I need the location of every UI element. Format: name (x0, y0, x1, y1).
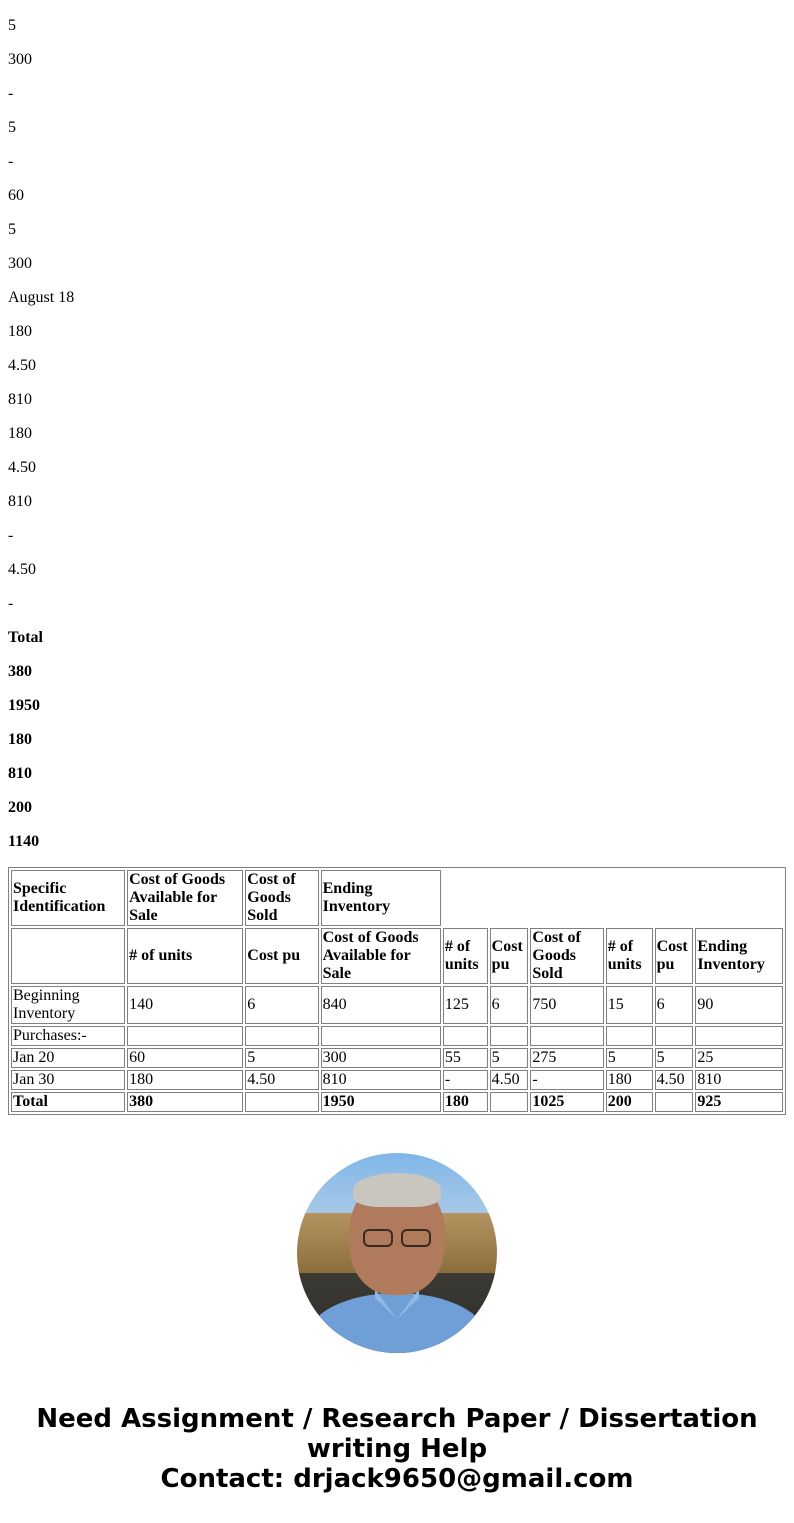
loose-value-line: 4.50 (8, 561, 36, 578)
table-cell: 810 (695, 1070, 783, 1090)
table-cell: Jan 20 (11, 1048, 125, 1068)
cta-line-3: Contact: drjack9650@gmail.com (160, 1464, 634, 1494)
loose-value-line: Total (8, 629, 43, 646)
table-cell: 6 (245, 986, 318, 1024)
table-cell: 5 (606, 1048, 653, 1068)
loose-value-line: - (8, 527, 14, 544)
table-cell: 5 (490, 1048, 529, 1068)
table-cell: Jan 30 (11, 1070, 125, 1090)
loose-value-line: 5 (8, 221, 16, 238)
table-cell: 125 (443, 986, 488, 1024)
table-cell: 4.50 (245, 1070, 318, 1090)
table-cell: 4.50 (655, 1070, 694, 1090)
table-cell: 1025 (530, 1092, 603, 1112)
table-subheader-cell (11, 928, 125, 984)
table-cell (695, 1026, 783, 1046)
header-empty-space (443, 870, 783, 926)
table-subheader-cell: Cost of Goods Available for Sale (321, 928, 441, 984)
loose-value-line: 810 (8, 391, 32, 408)
inventory-table (8, 867, 786, 1115)
table-cell: 200 (606, 1092, 653, 1112)
table-cell: 60 (127, 1048, 243, 1068)
table-cell: 180 (443, 1092, 488, 1112)
table-cell: 90 (695, 986, 783, 1024)
table-header-cell: Cost of Goods Available for Sale (127, 870, 243, 926)
table-subheader-cell: Cost pu (490, 928, 529, 984)
loose-value-line: August 18 (8, 289, 75, 306)
table-cell (530, 1026, 603, 1046)
loose-value-line: 5 (8, 119, 16, 136)
loose-value-line: 180 (8, 425, 32, 442)
table-cell: 300 (321, 1048, 441, 1068)
table-cell: 15 (606, 986, 653, 1024)
loose-value-line: 4.50 (8, 357, 36, 374)
cta-line-1: Need Assignment / Research Paper / Dissertation (36, 1404, 758, 1434)
loose-value-line: 1950 (8, 697, 40, 714)
table-cell (127, 1026, 243, 1046)
loose-value-line: 180 (8, 731, 32, 748)
table-cell: 925 (695, 1092, 783, 1112)
avatar-glasses (359, 1229, 435, 1247)
table-subheader-cell: Cost pu (245, 928, 318, 984)
table-cell (606, 1026, 653, 1046)
table-cell: 6 (655, 986, 694, 1024)
loose-value-line: - (8, 85, 14, 102)
loose-value-line: 5 (8, 17, 16, 34)
table-subheader-cell: Ending Inventory (695, 928, 783, 984)
loose-value-line: 180 (8, 323, 32, 340)
table-header-cell: Cost of Goods Sold (245, 870, 318, 926)
loose-value-line: - (8, 595, 14, 612)
table-subheader-cell: # of units (606, 928, 653, 984)
author-avatar (297, 1153, 497, 1353)
table-header-cell: Specific Identification (11, 870, 125, 926)
table-cell (490, 1026, 529, 1046)
table-cell: 840 (321, 986, 441, 1024)
table-cell (655, 1026, 694, 1046)
table-cell: 275 (530, 1048, 603, 1068)
avatar-hair (353, 1173, 441, 1207)
table-cell (321, 1026, 441, 1046)
loose-value-line: 4.50 (8, 459, 36, 476)
table-cell: 180 (127, 1070, 243, 1090)
table-cell: 380 (127, 1092, 243, 1112)
table-row (11, 1048, 783, 1068)
table-header-row (11, 870, 783, 926)
table-subheader-cell: Cost of Goods Sold (530, 928, 603, 984)
loose-value-line: 380 (8, 663, 32, 680)
table-cell: Total (11, 1092, 125, 1112)
table-cell: Beginning Inventory (11, 986, 125, 1024)
table-row (11, 1070, 783, 1090)
table-cell: 1950 (321, 1092, 441, 1112)
table-cell: 5 (655, 1048, 694, 1068)
table-subheader-row (11, 928, 783, 984)
table-row (11, 1026, 783, 1046)
table-subheader-cell: # of units (127, 928, 243, 984)
table-cell: Purchases:- (11, 1026, 125, 1046)
table-cell (245, 1026, 318, 1046)
table-cell: 5 (245, 1048, 318, 1068)
loose-value-line: 1140 (8, 833, 40, 850)
table-cell: 140 (127, 986, 243, 1024)
table-cell: 810 (321, 1070, 441, 1090)
table-cell: 6 (490, 986, 529, 1024)
table-cell (443, 1026, 488, 1046)
table-cell (245, 1092, 318, 1112)
table-cell: 55 (443, 1048, 488, 1068)
loose-value-line: 810 (8, 765, 32, 782)
table-subheader-cell: # of units (443, 928, 488, 984)
table-header-cell: Ending Inventory (321, 870, 441, 926)
loose-value-line: 60 (8, 187, 24, 204)
table-cell: 180 (606, 1070, 653, 1090)
table-cell: - (530, 1070, 603, 1090)
loose-value-line: 300 (8, 51, 32, 68)
avatar-shirt (307, 1293, 487, 1353)
loose-value-line: - (8, 153, 14, 170)
table-cell: 750 (530, 986, 603, 1024)
table-total-row (11, 1092, 783, 1112)
loose-value-line: 810 (8, 493, 32, 510)
loose-value-line: 300 (8, 255, 32, 272)
table-cell: 4.50 (490, 1070, 529, 1090)
table-subheader-cell: Cost pu (655, 928, 694, 984)
loose-value-line: 200 (8, 799, 32, 816)
cta-line-2: writing Help (306, 1434, 488, 1464)
contact-banner (0, 1404, 794, 1494)
table-cell: 25 (695, 1048, 783, 1068)
inventory-table-body (11, 870, 783, 1112)
table-cell (655, 1092, 694, 1112)
table-row (11, 986, 783, 1024)
table-cell: - (443, 1070, 488, 1090)
table-cell (490, 1092, 529, 1112)
loose-values-list (8, 17, 74, 867)
